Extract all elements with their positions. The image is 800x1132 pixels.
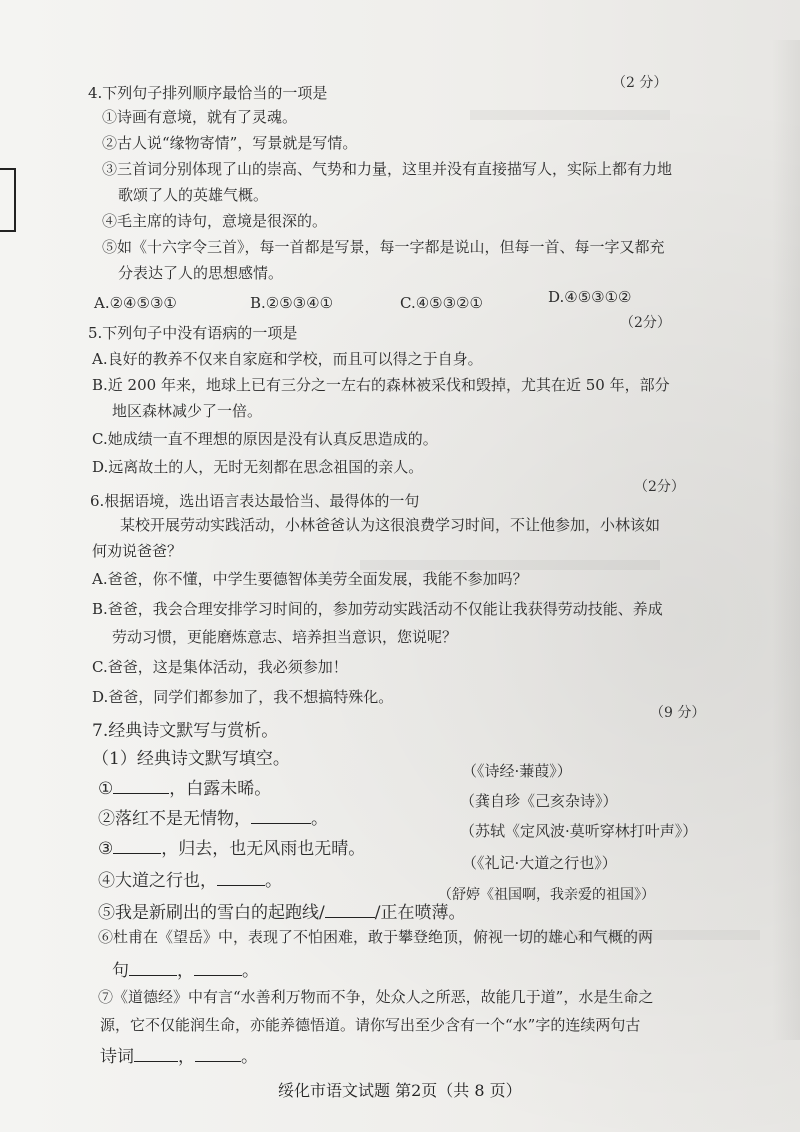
q7-line-5-suffix: /正在喷薄。 [374,903,466,923]
q4-sentence-5a: ⑤如《十六字令三首》，每一首都是写景，每一字都是说山，但每一首、每一字又都充 [102,238,665,256]
q5-option-c[interactable]: C.她成绩一直不理想的原因是没有认真反思造成的。 [92,430,438,448]
q7-source-2: （龚自珍《己亥杂诗》） [460,792,618,810]
q7-source-4: （《礼记·大道之行也》） [462,854,617,872]
q7-line-1 [98,774,271,799]
q7-blank-5[interactable] [325,901,375,918]
q7-line-5-prefix: ⑤我是新刷出的雪白的起跑线/ [98,903,325,923]
q7-blank-4[interactable] [217,869,265,886]
q4-sentence-3b: 歌颂了人的英雄气概。 [118,186,269,204]
q7-title: 7.经典诗文默写与赏析。 [92,721,279,741]
q7-blank-7b[interactable] [195,1045,241,1062]
q7-line-3-prefix: ③ [98,839,114,859]
q7-score: （9 分） [650,705,706,721]
q6-option-b-line2: 劳动习惯，更能磨炼意志、培养担当意识，您说呢？ [112,628,458,646]
q7-blank-6a[interactable] [129,959,177,976]
q7-line-2-prefix: ②落红不是无情物， [98,809,251,829]
q6-option-c[interactable]: C.爸爸，这是集体活动，我必须参加！ [92,658,348,676]
q7-line-4-prefix: ④大道之行也， [98,871,217,891]
q7-line-6a: ⑥杜甫在《望岳》中，表现了不怕困难，敢于攀登绝顶，俯视一切的雄心和气概的两 [98,928,654,946]
q4-option-b[interactable]: B.②⑤③④① [250,294,334,312]
q7-blank-1[interactable] [113,777,169,794]
q4-sentence-4: ④毛主席的诗句，意境是很深的。 [102,212,328,230]
q6-option-d[interactable]: D.爸爸，同学们都参加了，我不想搞特殊化。 [92,688,394,706]
q7-line-1-prefix: ① [98,779,114,799]
q6-context-2: 何劝说爸爸？ [92,542,183,560]
q5-title: 5.下列句子中没有语病的一项是 [88,324,298,342]
q5-option-d[interactable]: D.远离故土的人，无时无刻都在思念祖国的亲人。 [92,458,424,476]
q7-line-6b [112,956,259,981]
q7-blank-6b[interactable] [194,959,242,976]
q7-line-7b: 源，它不仅能润生命，亦能养德悟道。请你写出至少含有一个“水”字的连续两句古 [100,1016,641,1034]
q5-score: （2分） [620,315,671,331]
page-footer: 绥化市语文试题 第2页（共 8 页） [278,1081,522,1100]
q5-option-b-line2: 地区森林减少了一倍。 [112,402,263,420]
q4-sentence-2: ②古人说“缘物寄情”，写景就是写情。 [102,134,358,152]
q7-line-6b-suffix: 。 [242,961,259,981]
q4-sentence-5b: 分表达了人的思想感情。 [118,264,284,282]
q4-sentence-3a: ③三首词分别体现了山的崇高、气势和力量，这里并没有直接描写人，实际上都有力地 [102,160,673,178]
q6-option-a[interactable]: A.爸爸，你不懂，中学生要德智体美劳全面发展，我能不参加吗？ [92,570,528,588]
bleed-through [470,110,670,120]
q7-line-7c-sep: ， [178,1047,195,1067]
q7-source-5: （舒婷《祖国啊，我亲爱的祖国》） [438,887,655,903]
q7-source-1: （《诗经·蒹葭》） [462,762,572,780]
q7-source-3: （苏轼《定风波·莫听穿林打叶声》） [460,822,698,840]
q7-line-6b-prefix: 句 [112,961,129,981]
q6-option-b-line1[interactable]: B.爸爸，我会合理安排学习时间的，参加劳动实践活动不仅能让我获得劳动技能、养成 [92,600,663,618]
q7-blank-3[interactable] [113,837,161,854]
q5-option-b-line1[interactable]: B.近 200 年来，地球上已有三分之一左右的森林被采伐和毁掉，尤其在近 50 年，部分 [92,376,670,394]
q7-line-2-suffix: 。 [311,809,328,829]
binding-mark [0,168,16,232]
q7-line-7c [100,1042,258,1067]
q7-line-6b-sep: ， [177,961,194,981]
q7-line-3 [98,834,365,859]
q7-line-7a: ⑦《道德经》中有言“水善利万物而不争，处众人之所恶，故能几于道”，水是生命之 [98,988,654,1006]
q4-title: 4.下列句子排列顺序最恰当的一项是 [88,84,328,102]
q7-line-1-suffix: ，白露未晞。 [169,779,272,799]
q6-title: 6.根据语境，选出语言表达最恰当、最得体的一句 [90,492,420,510]
q7-line-7c-suffix: 。 [241,1047,258,1067]
q7-line-3-suffix: ，归去，也无风雨也无晴。 [161,839,366,859]
q7-line-5 [98,898,465,923]
q7-line-7c-prefix: 诗词 [100,1047,134,1067]
q7-blank-7a[interactable] [134,1045,178,1062]
q4-score: （2 分） [612,75,668,91]
q7-line-4-suffix: 。 [265,871,282,891]
q7-blank-2[interactable] [251,807,311,824]
q6-score: （2分） [634,479,685,495]
q6-context-1: 某校开展劳动实践活动，小林爸爸认为这很浪费学习时间，不让他参加，小林该如 [120,516,661,534]
paper-shadow [772,40,800,1040]
q7-sub1: （1）经典诗文默写填空。 [92,749,290,769]
q7-line-4 [98,866,282,891]
q4-option-c[interactable]: C.④⑤③②① [400,294,483,312]
q4-option-d[interactable]: D.④⑤③①② [548,288,632,306]
q5-option-a[interactable]: A.良好的教养不仅来自家庭和学校，而且可以得之于自身。 [92,350,483,368]
q4-sentence-1: ①诗画有意境，就有了灵魂。 [102,108,298,126]
q4-option-a[interactable]: A.②④⑤③① [94,294,177,312]
q7-line-2 [98,804,328,829]
